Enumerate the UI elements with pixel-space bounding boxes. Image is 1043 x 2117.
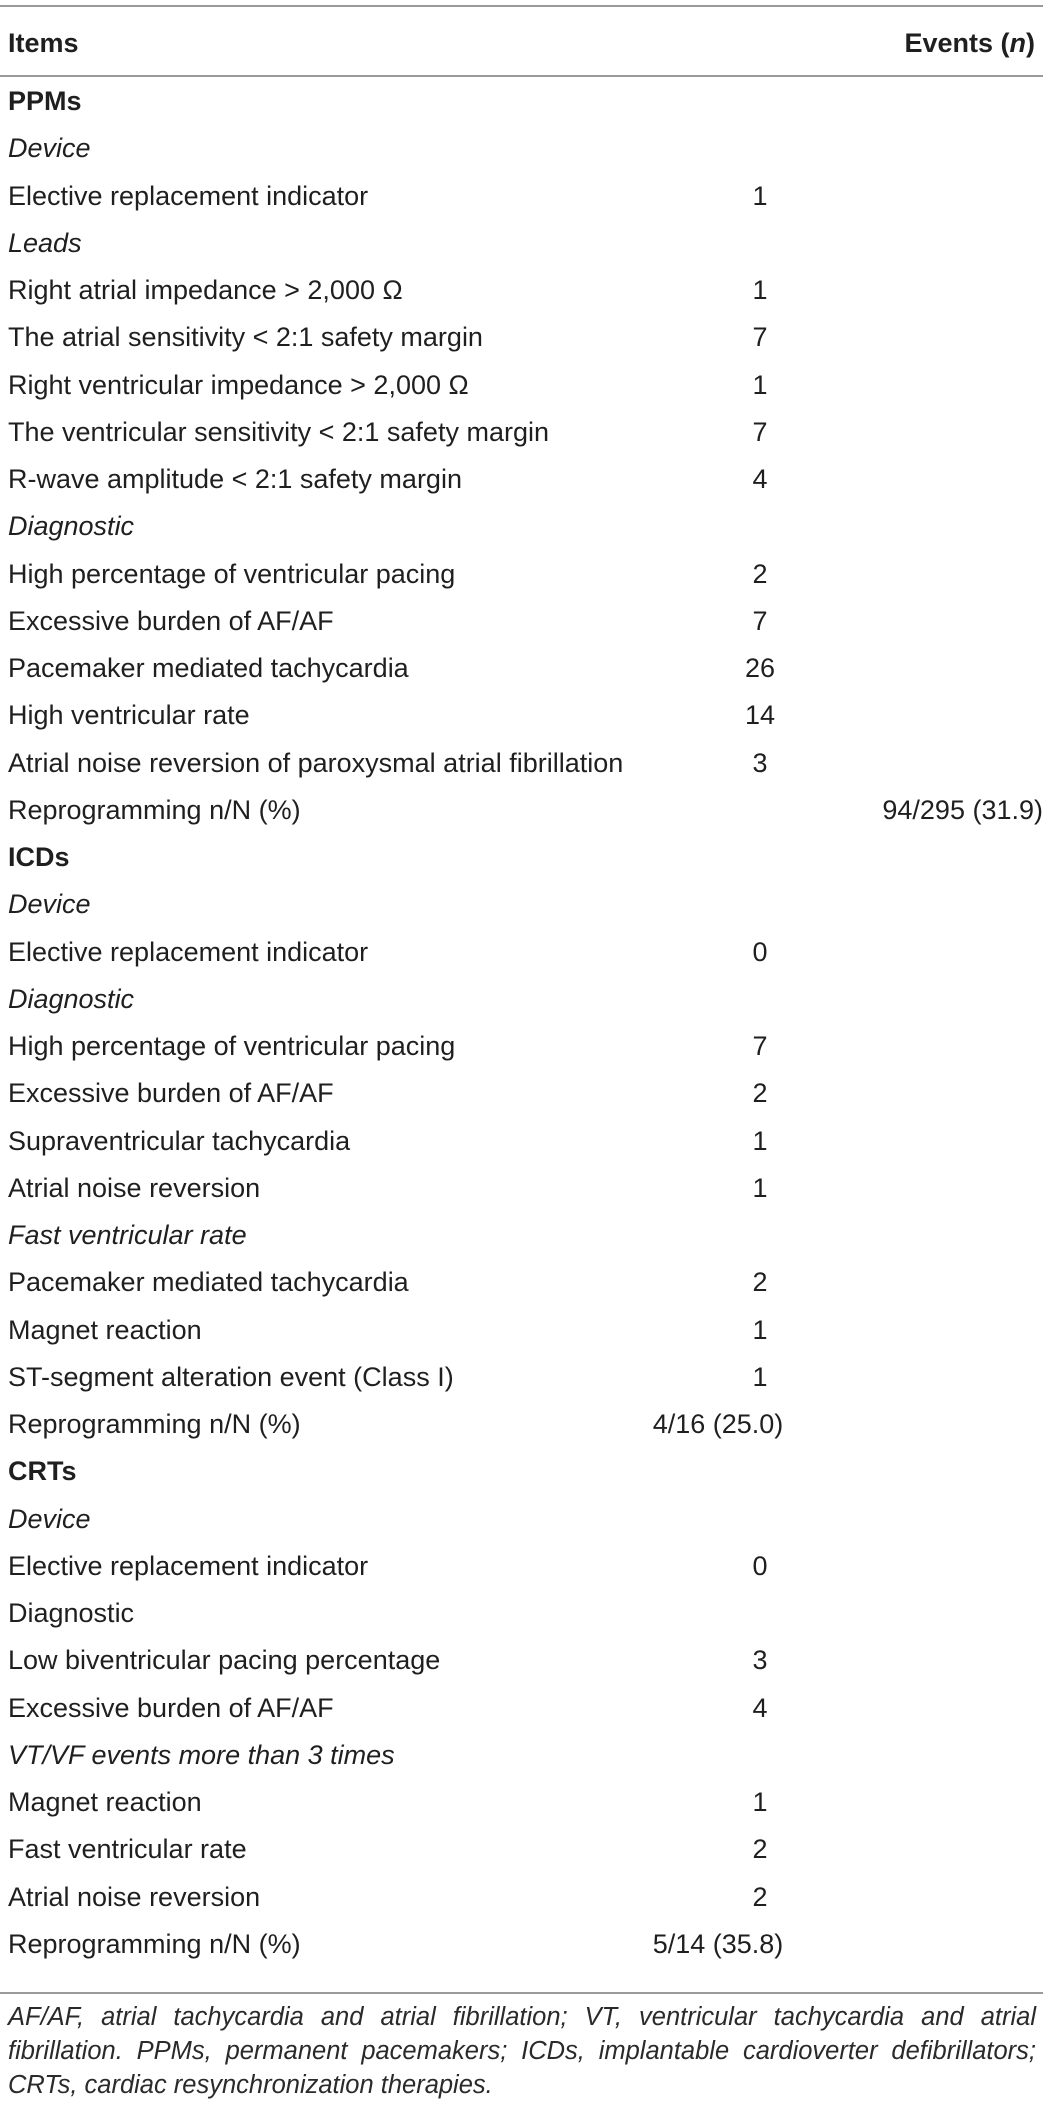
row-label: Pacemaker mediated tachycardia — [8, 1267, 409, 1298]
table-row — [0, 1306, 1043, 1353]
row-label: Atrial noise reversion of paroxysmal atrial fibrillation — [8, 747, 624, 778]
table-row — [0, 739, 1043, 786]
table-row — [0, 691, 1043, 738]
row-value: 0 — [752, 1550, 768, 1581]
row-label: Device — [8, 889, 91, 920]
table-row — [0, 1684, 1043, 1731]
table-row — [0, 1022, 1043, 1069]
row-label: The atrial sensitivity < 2:1 safety margin — [8, 322, 483, 353]
table-row — [0, 1778, 1043, 1825]
row-label: Supraventricular tachycardia — [8, 1125, 351, 1156]
row-value: 1 — [752, 1314, 768, 1345]
row-label: VT/VF events more than 3 times — [8, 1739, 395, 1770]
table-row — [0, 266, 1043, 313]
row-label: Magnet reaction — [8, 1314, 202, 1345]
subheading-row — [0, 219, 1043, 266]
row-value: 7 — [752, 322, 768, 353]
row-label: Excessive burden of AF/AF — [8, 1078, 334, 1109]
row-label: PPMs — [8, 86, 82, 116]
row-label: Device — [8, 133, 91, 164]
row-value: 1 — [752, 1361, 768, 1392]
table-body — [0, 77, 1043, 1967]
row-value: 2 — [752, 1834, 768, 1865]
subheading-row — [0, 975, 1043, 1022]
table-row — [0, 455, 1043, 502]
table-row — [0, 1636, 1043, 1683]
row-label: Leads — [8, 227, 82, 258]
table-row — [0, 1164, 1043, 1211]
row-label: High percentage of ventricular pacing — [8, 558, 456, 589]
subheading-row — [0, 502, 1043, 549]
row-label: CRTs — [8, 1456, 77, 1487]
row-label: Pacemaker mediated tachycardia — [8, 653, 409, 683]
table-row — [0, 644, 1043, 691]
section-row — [0, 833, 1043, 880]
row-value: 7 — [752, 1031, 768, 1061]
row-label: Fast ventricular rate — [8, 1220, 247, 1250]
row-label: Fast ventricular rate — [8, 1834, 247, 1865]
row-label: Diagnostic — [8, 511, 135, 542]
table-row — [0, 408, 1043, 455]
row-value: 4 — [752, 1692, 768, 1723]
table-row — [0, 1825, 1043, 1872]
header-events: Events (n) — [904, 28, 1035, 58]
table-row — [0, 1873, 1043, 1920]
table-row — [0, 313, 1043, 360]
subheading-row — [0, 1731, 1043, 1778]
row-value: 7 — [752, 416, 768, 447]
row-label: Excessive burden of AF/AF — [8, 605, 334, 636]
row-value: 4 — [752, 464, 768, 494]
row-label: ICDs — [8, 842, 70, 872]
section-row — [0, 1447, 1043, 1494]
row-value: 1 — [752, 275, 768, 305]
row-label: Reprogramming n/N (%) — [8, 1928, 301, 1959]
table-row — [0, 361, 1043, 408]
row-label: Diagnostic — [8, 983, 135, 1014]
row-label: ST-segment alteration event (Class I) — [8, 1361, 454, 1392]
row-value: 3 — [752, 1645, 768, 1676]
table-row — [0, 1400, 1043, 1447]
row-label: Elective replacement indicator — [8, 1550, 369, 1581]
row-label: Diagnostic — [8, 1598, 135, 1628]
row-value: 26 — [744, 653, 776, 683]
row-label: Right atrial impedance > 2,000 Ω — [8, 275, 403, 305]
subheading-row — [0, 880, 1043, 927]
row-value: 1 — [752, 180, 768, 211]
row-value: 2 — [752, 1267, 768, 1298]
row-label: The ventricular sensitivity < 2:1 safety margin — [8, 416, 549, 447]
table-row — [0, 172, 1043, 219]
row-value: 1 — [752, 369, 768, 400]
table-row — [0, 1542, 1043, 1589]
table-row — [0, 1117, 1043, 1164]
row-value: 14 — [744, 700, 776, 731]
table-row — [0, 1069, 1043, 1116]
row-value: 0 — [752, 936, 768, 967]
row-label: Atrial noise reversion — [8, 1881, 261, 1912]
table-header — [0, 6, 1043, 75]
row-label: Low biventricular pacing percentage — [8, 1645, 441, 1676]
section-row — [0, 77, 1043, 124]
row-label: Reprogramming n/N (%) — [8, 794, 301, 825]
row-label: Elective replacement indicator — [8, 936, 369, 967]
table-row — [0, 786, 1043, 833]
table-row — [0, 550, 1043, 597]
row-value: 94/295 (31.9) — [882, 794, 1043, 825]
row-value: 3 — [752, 747, 768, 778]
row-label: High ventricular rate — [8, 700, 250, 731]
row-value: 2 — [752, 1881, 768, 1912]
table-footnote: AF/AF, atrial tachycardia and atrial fibrillation; VT, ventricular tachycardia and atrial fibrillation. PPMs, permanent pacemakers; ICDs, implantable cardioverter defibrillators; CRTs, cardiac resynchronization therapies. — [8, 2003, 1036, 2099]
header-items: Items — [8, 28, 79, 58]
row-label: Atrial noise reversion — [8, 1172, 261, 1203]
row-value: 1 — [752, 1787, 768, 1817]
subheading-row — [0, 1495, 1043, 1542]
row-label: Magnet reaction — [8, 1787, 202, 1817]
table-row — [0, 1589, 1043, 1636]
row-value: 2 — [752, 558, 768, 589]
table-row — [0, 1353, 1043, 1400]
row-value: 4/16 (25.0) — [652, 1409, 784, 1439]
table-row — [0, 1258, 1043, 1305]
row-value: 5/14 (35.8) — [652, 1928, 784, 1959]
row-label: Device — [8, 1503, 91, 1534]
row-label: Right ventricular impedance > 2,000 Ω — [8, 369, 469, 400]
row-label: R-wave amplitude < 2:1 safety margin — [8, 464, 462, 494]
table-row — [0, 928, 1043, 975]
row-label: Excessive burden of AF/AF — [8, 1692, 334, 1723]
table-bottom-rule — [0, 1992, 1043, 1994]
row-value: 2 — [752, 1078, 768, 1109]
table-row — [0, 1920, 1043, 1967]
table-row — [0, 597, 1043, 644]
row-label: Elective replacement indicator — [8, 180, 369, 211]
subheading-row — [0, 124, 1043, 171]
row-value: 7 — [752, 605, 768, 636]
row-label: Reprogramming n/N (%) — [8, 1409, 301, 1439]
row-label: High percentage of ventricular pacing — [8, 1031, 456, 1061]
subheading-row — [0, 1211, 1043, 1258]
row-value: 1 — [752, 1172, 768, 1203]
row-value: 1 — [752, 1125, 768, 1156]
